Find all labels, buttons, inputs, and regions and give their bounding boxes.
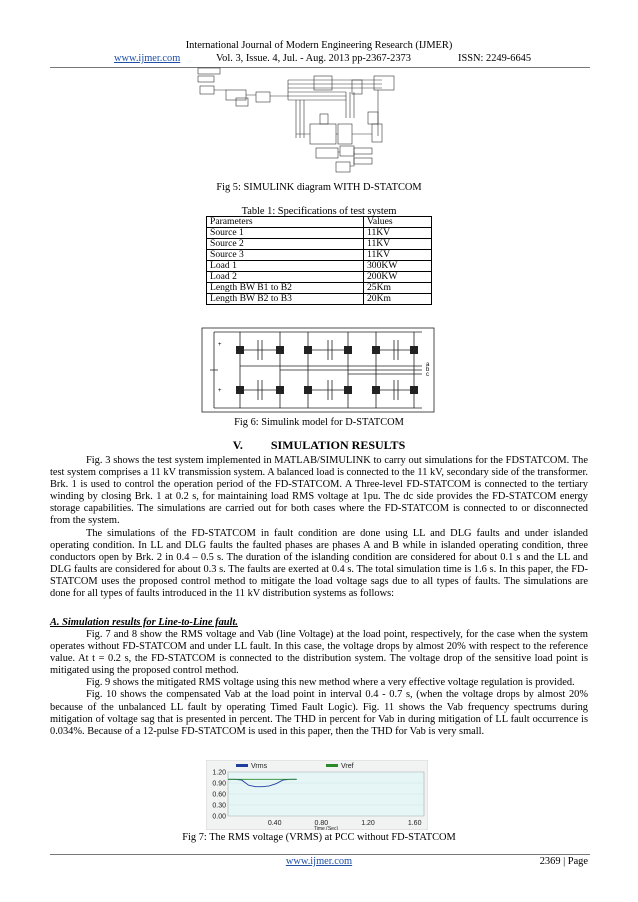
y-tick-label: 0.00: [212, 813, 226, 821]
x-tick-label: 0.40: [267, 820, 282, 827]
y-tick-label: 1.20: [212, 769, 226, 777]
fig6-caption: Fig 6: Simulink model for D-STATCOM: [234, 417, 404, 428]
subsection-heading: A. Simulation results for Line-to-Line fault.: [50, 617, 238, 628]
table-row: [207, 228, 432, 239]
table-cell: Length BW B2 to B3: [207, 294, 364, 305]
footer-url-link[interactable]: www.ijmer.com: [285, 856, 353, 867]
table-row: [207, 250, 432, 261]
legend-swatch: [326, 764, 338, 767]
table-cell: Load 1: [207, 261, 364, 272]
x-tick-label: 0.80: [314, 820, 329, 827]
fig7-caption: Fig 7: The RMS voltage (VRMS) at PCC without FD-STATCOM: [182, 832, 456, 843]
table-header-cell: Values: [364, 217, 432, 228]
paragraph: Fig. 3 shows the test system implemented in MATLAB/SIMULINK to carry out simulations for the FDSTATCOM. The test system comprises a 11 kV transmission system. A balanced load is connected to the 11 kV, secondary side of the transformer. Brk. 1 is used to control the operation period of the FD-STATCOM. A Three-level FD-STATCOM is connected to the tertiary winding by closing Brk. 1 at 0.2 s, for maintaining load RMS voltage at 1pu. The dc side provides the FD-STATCOM energy storage capabilities. The simulations are carried out for both cases where the FD-STATCOM is connected to or disconnected from the system.: [50, 455, 588, 527]
terminal-b-label: b: [426, 367, 430, 373]
section-number: V.: [232, 438, 243, 452]
table-cell: Source 3: [207, 250, 364, 261]
y-tick-label: 0.90: [212, 780, 226, 788]
body-text-block-2: [50, 629, 588, 738]
legend-label: Vref: [341, 763, 354, 770]
legend-label: Vrms: [251, 763, 268, 770]
table-cell: 11KV: [364, 250, 432, 261]
legend-swatch: [236, 764, 248, 767]
y-tick-label: 0.60: [212, 791, 226, 799]
rms-voltage-chart: [206, 760, 428, 830]
table-cell: Load 2: [207, 272, 364, 283]
dc-minus-label: +: [218, 388, 222, 394]
table-cell: 25Km: [364, 283, 432, 294]
paragraph: Fig. 10 shows the compensated Vab at the load point in interval 0.4 - 0.7 s, (when the voltage drops by almost 20% because of the unbalanced LL fault by operating Timed Fault Logic). Fig. 11 shows the Vab frequency spectrums during mitigation of voltage sag that is presented in percent. The THD in percent for Vab in during mitigation of LL fault occurrence is 0.034%. Because of a 12-pulse FD-STATCOM is used in this paper, then the THD for Vab is very small.: [50, 689, 588, 737]
issn: ISSN: 2249-6645: [458, 53, 532, 64]
paragraph: Fig. 7 and 8 show the RMS voltage and Vab (line Voltage) at the load point, respectively, for the case when the system operates without FD-STATCOM and under LL fault. In this case, the voltage drops by almost 20% with respect to the reference value. At t = 0.2 s, the FD-STATCOM is connected to the distribution system. The voltage drop of the sensitive load point is mitigated using the proposed control method.: [50, 629, 588, 677]
dc-plus-label: +: [218, 342, 222, 348]
table-cell: Source 2: [207, 239, 364, 250]
simulink-diagram-figure: [196, 66, 410, 176]
table-header-cell: Parameters: [207, 217, 364, 228]
table-cell: 11KV: [364, 228, 432, 239]
table-row: [207, 239, 432, 250]
table-cell: 300KW: [364, 261, 432, 272]
specifications-table: [206, 216, 432, 305]
x-tick-label: 1.60: [407, 820, 422, 827]
terminal-c-label: c: [426, 372, 429, 378]
table-row: [207, 272, 432, 283]
footer-rule: [50, 854, 590, 855]
table-row: [207, 294, 432, 305]
table-cell: 11KV: [364, 239, 432, 250]
table-row: [207, 283, 432, 294]
x-axis-label: Time (Sec): [313, 826, 339, 830]
table-cell: Source 1: [207, 228, 364, 239]
table-cell: 200KW: [364, 272, 432, 283]
journal-url-link[interactable]: www.ijmer.com: [114, 53, 181, 64]
section-heading: [0, 438, 638, 453]
table-cell: 20Km: [364, 294, 432, 305]
y-tick-label: 0.30: [212, 802, 226, 810]
x-tick-label: 1.20: [361, 820, 375, 827]
volume-info: Vol. 3, Issue. 4, Jul. - Aug. 2013 pp-2367-2373: [216, 53, 411, 64]
section-title: SIMULATION RESULTS: [270, 438, 406, 452]
body-text-block-1: [50, 455, 588, 600]
paragraph: Fig. 9 shows the mitigated RMS voltage using this new method where a very effective voltage regulation is provided.: [86, 677, 575, 689]
dstatcom-circuit-figure: [200, 326, 436, 414]
table-cell: Length BW B1 to B2: [207, 283, 364, 294]
paragraph: The simulations of the FD-STATCOM in fault condition are done using LL and DLG faults and under islanded operating condition. In LL and DLG faults the faulted phases are phases A and B while in islanded operating condition, three conductors open by Brk. 2 in 0.4 – 0.5 s. The duration of the islanding condition are considered for about 0.1 s and the LL and DLG faults are considered for about 0.3 s. The faults are exerted at 0.4 s. The total simulation time is 1.6 s. In this paper, the FD-STATCOM uses the proposed control method to mitigate the load voltage sags due to all types of faults. The simulations are done for all types of faults introduced in the 11 kV distribution systems as follows:: [50, 527, 588, 600]
journal-title: International Journal of Modern Engineering Research (IJMER): [185, 40, 453, 51]
table-row: [207, 261, 432, 272]
table1-caption: Table 1: Specifications of test system: [241, 206, 397, 217]
table-header-row: [207, 217, 432, 228]
terminal-a-label: a: [426, 362, 430, 368]
fig5-caption: Fig 5: SIMULINK diagram WITH D-STATCOM: [216, 182, 422, 193]
page-number: 2369 | Page: [539, 856, 588, 867]
